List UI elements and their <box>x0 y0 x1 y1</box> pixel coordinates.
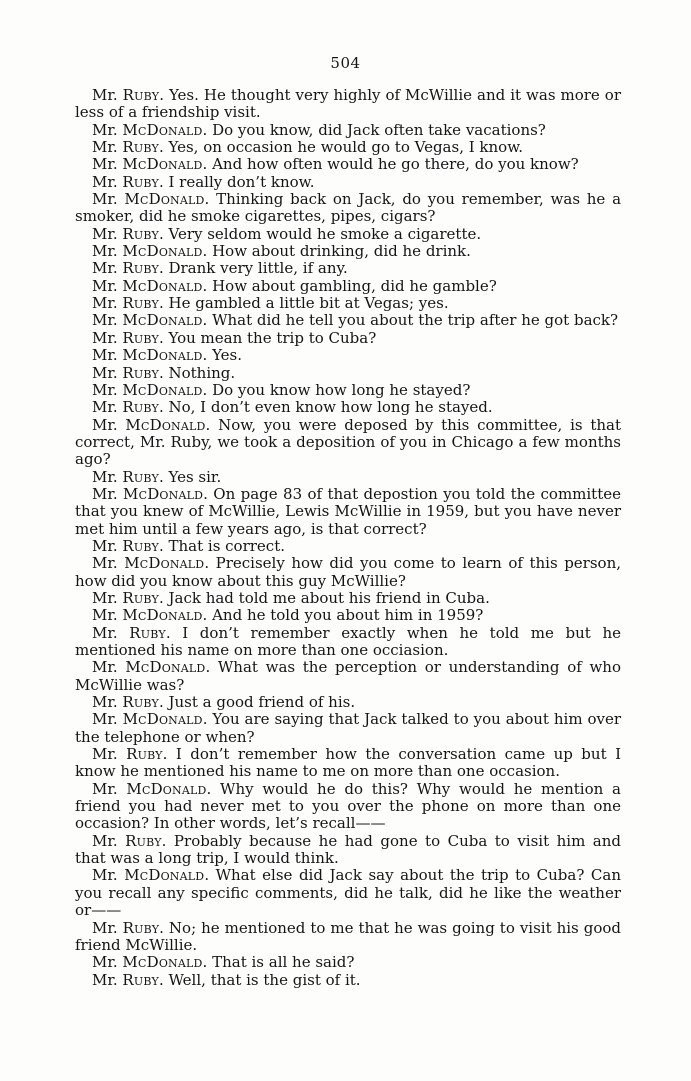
speaker-prefix: Mr. <box>92 953 123 972</box>
speech-text: . Do you know how long he stayed? <box>202 380 471 399</box>
transcript-paragraph <box>75 711 621 746</box>
transcript-paragraph <box>75 954 621 971</box>
transcript-paragraph <box>75 972 621 989</box>
speech-text: . He gambled a little bit at Vegas; yes. <box>158 294 449 313</box>
speaker-prefix: Mr. <box>92 745 127 764</box>
transcript-paragraph <box>75 607 621 624</box>
speech-text: . Nothing. <box>158 363 236 382</box>
speech-text: . Very seldom would he smoke a cigarette. <box>158 224 482 243</box>
speaker-name: Ruby <box>122 918 160 937</box>
speaker-name: McDonald <box>122 155 203 174</box>
transcript-paragraph <box>75 659 621 694</box>
transcript-paragraph <box>75 156 621 173</box>
transcript-paragraph <box>75 312 621 329</box>
speech-text: . And how often would he go there, do you know? <box>202 155 579 174</box>
speaker-name: McDonald <box>124 190 205 209</box>
speaker-name: McDonald <box>125 658 206 677</box>
speaker-prefix: Mr. <box>92 536 123 555</box>
speaker-prefix: Mr. <box>92 380 123 399</box>
speaker-name: McDonald <box>122 346 203 365</box>
speech-text: . Yes, on occasion he would go to Vegas, I know. <box>158 138 524 157</box>
speech-text: . On page 83 of that depostion you told the committee that you knew of McWillie, Lewis McWillie in 1959, but you have never met him until a few years ago, is that correct? <box>75 484 621 538</box>
speech-text: . How about drinking, did he drink. <box>202 242 471 261</box>
transcript-paragraph <box>75 243 621 260</box>
transcript-paragraph <box>75 139 621 156</box>
speaker-prefix: Mr. <box>92 710 123 729</box>
speech-text: . Precisely how did you come to learn of this person, how did you know about this guy McWillie? <box>75 554 621 590</box>
transcript-paragraph <box>75 486 621 538</box>
speaker-name: McDonald <box>122 120 203 139</box>
transcript-paragraph <box>75 226 621 243</box>
speech-text: . That is all he said? <box>202 953 355 972</box>
speaker-name: Ruby <box>126 745 163 764</box>
transcript-paragraph <box>75 920 621 955</box>
speaker-name: McDonald <box>122 311 203 330</box>
speaker-name: Ruby <box>122 86 160 104</box>
speaker-name: Ruby <box>122 138 159 157</box>
speech-text: . What did he tell you about the trip after he got back? <box>202 311 619 330</box>
speaker-prefix: Mr. <box>92 328 123 347</box>
speech-text: . Probably because he had gone to Cuba to visit him and that was a long trip, I would think. <box>75 831 621 868</box>
speech-text: . Just a good friend of his. <box>158 693 356 712</box>
transcript-paragraph <box>75 399 621 416</box>
speech-text: . That is correct. <box>158 536 286 555</box>
transcript-paragraph <box>75 538 621 555</box>
speaker-name: McDonald <box>122 276 203 295</box>
transcript-paragraph <box>75 382 621 399</box>
speaker-prefix: Mr. <box>92 172 123 191</box>
speaker-prefix: Mr. <box>92 86 123 104</box>
speaker-prefix: Mr. <box>92 276 123 295</box>
speech-text: . Yes sir. <box>158 467 222 486</box>
transcript-paragraph <box>75 260 621 277</box>
speaker-prefix: Mr. <box>92 866 125 885</box>
transcript-paragraph <box>75 625 621 660</box>
speaker-prefix: Mr. <box>92 224 123 243</box>
speech-text: . Well, that is the gist of it. <box>158 970 361 989</box>
speech-text: . Jack had told me about his friend in Cuba. <box>158 588 490 607</box>
transcript-paragraph <box>75 365 621 382</box>
speech-text: . Yes. <box>202 346 243 365</box>
transcript-paragraph <box>75 746 621 781</box>
speaker-prefix: Mr. <box>92 138 123 157</box>
speaker-prefix: Mr. <box>92 155 123 174</box>
speaker-name: Ruby <box>122 363 159 382</box>
speaker-prefix: Mr. <box>92 294 123 313</box>
transcript-paragraph <box>75 833 621 868</box>
transcript-paragraph <box>75 191 621 226</box>
speaker-prefix: Mr. <box>92 398 123 417</box>
transcript-paragraph <box>75 174 621 191</box>
speaker-name: McDonald <box>122 606 203 625</box>
speaker-prefix: Mr. <box>92 346 123 365</box>
speaker-name: Ruby <box>122 398 159 417</box>
transcript-paragraph <box>75 295 621 312</box>
speech-text: . No; he mentioned to me that he was going to visit his good friend McWillie. <box>75 918 622 954</box>
speech-text: . And he told you about him in 1959? <box>202 606 484 625</box>
transcript-body <box>75 87 621 989</box>
speaker-name: Ruby <box>122 172 159 191</box>
speaker-name: McDonald <box>122 380 203 399</box>
transcript-paragraph <box>75 122 621 139</box>
speech-text: . I really don’t know. <box>158 172 315 191</box>
page-number: 504 <box>330 54 361 72</box>
transcript-paragraph <box>75 555 621 590</box>
speaker-prefix: Mr. <box>92 311 123 330</box>
speech-text: . Do you know, did Jack often take vacations? <box>202 120 546 139</box>
speaker-name: Ruby <box>129 623 166 642</box>
speech-text: . Yes. He thought very highly of McWillie and it was more or less of a friendship visit. <box>75 86 622 122</box>
speaker-prefix: Mr. <box>92 554 125 573</box>
transcript-paragraph <box>75 278 621 295</box>
speaker-prefix: Mr. <box>92 623 130 642</box>
speaker-name: McDonald <box>124 866 205 885</box>
speech-text: . How about gambling, did he gamble? <box>202 276 497 295</box>
speaker-name: Ruby <box>122 467 159 486</box>
speaker-name: Ruby <box>122 536 159 555</box>
speaker-prefix: Mr. <box>92 970 123 989</box>
speaker-prefix: Mr. <box>92 259 123 278</box>
transcript-paragraph <box>75 417 621 469</box>
speaker-name: McDonald <box>123 484 204 503</box>
speaker-name: McDonald <box>122 710 203 729</box>
speaker-prefix: Mr. <box>92 658 126 677</box>
transcript-paragraph <box>75 347 621 364</box>
speaker-prefix: Mr. <box>92 363 123 382</box>
speaker-prefix: Mr. <box>92 588 123 607</box>
speaker-prefix: Mr. <box>92 693 123 712</box>
transcript-paragraph <box>75 469 621 486</box>
speaker-prefix: Mr. <box>92 120 123 139</box>
speech-text: . What was the perception or understanding of who McWillie was? <box>75 658 621 694</box>
speech-text: . You mean the trip to Cuba? <box>158 328 377 347</box>
transcript-paragraph <box>75 590 621 607</box>
speaker-name: Ruby <box>122 693 159 712</box>
speaker-prefix: Mr. <box>92 779 127 798</box>
speaker-prefix: Mr. <box>92 831 126 850</box>
transcript-paragraph <box>75 781 621 833</box>
transcript-paragraph <box>75 330 621 347</box>
speaker-prefix: Mr. <box>92 918 123 937</box>
speech-text: . Why would he do this? Why would he mention a friend you had never met to you over the phone on more than one occasion? In other words, let’s recall—— <box>75 779 621 833</box>
speaker-prefix: Mr. <box>92 484 124 503</box>
speech-text: . You are saying that Jack talked to you about him over the telephone or when? <box>75 710 621 746</box>
speaker-name: Ruby <box>122 294 159 313</box>
speaker-name: McDonald <box>124 554 205 573</box>
speaker-name: Ruby <box>125 831 162 850</box>
transcript-paragraph <box>75 867 621 919</box>
speaker-name: McDonald <box>122 242 203 261</box>
speaker-prefix: Mr. <box>92 242 123 261</box>
speaker-name: Ruby <box>122 328 159 347</box>
speech-text: . Now, you were deposed by this committee, is that correct, Mr. Ruby, we took a deposition of you in Chicago a few months ago? <box>75 415 621 469</box>
transcript-paragraph <box>75 694 621 711</box>
speaker-prefix: Mr. <box>92 606 123 625</box>
speech-text: . Drank very little, if any. <box>158 259 348 278</box>
speech-text: . I don’t remember how the conversation came up but I know he mentioned his name to me on more than one occasion. <box>75 745 621 781</box>
speaker-name: Ruby <box>122 259 159 278</box>
speech-text: . Thinking back on Jack, do you remember, was he a smoker, did he smoke cigarettes, pipes, cigars? <box>75 190 622 226</box>
speaker-prefix: Mr. <box>92 467 123 486</box>
speech-text: . What else did Jack say about the trip to Cuba? Can you recall any specific comments, did he talk, did he like the weather or—— <box>75 866 622 920</box>
speaker-prefix: Mr. <box>92 415 126 434</box>
speaker-prefix: Mr. <box>92 190 125 209</box>
speaker-name: Ruby <box>122 588 159 607</box>
speaker-name: McDonald <box>125 415 206 434</box>
speech-text: . No, I don’t even know how long he stayed. <box>158 398 493 417</box>
speaker-name: Ruby <box>122 970 159 989</box>
transcript-paragraph <box>75 87 621 122</box>
speaker-name: McDonald <box>122 953 203 972</box>
speaker-name: Ruby <box>122 224 159 243</box>
speaker-name: McDonald <box>126 779 207 798</box>
speech-text: . I don’t remember exactly when he told me but he mentioned his name on more than one occiasion. <box>75 623 621 659</box>
